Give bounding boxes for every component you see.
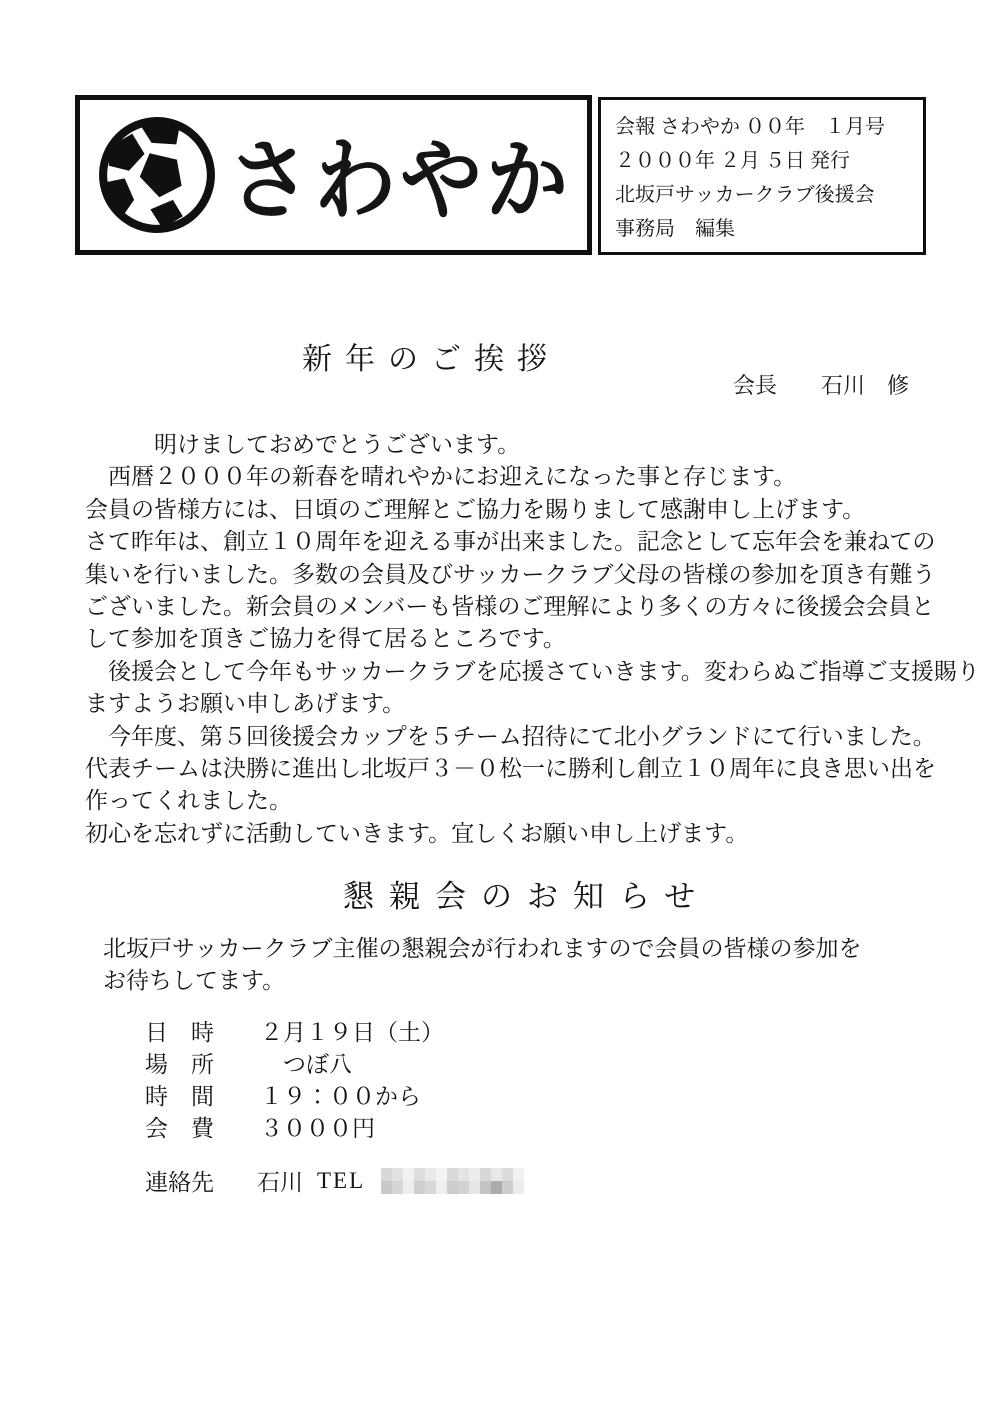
detail-value: ３０００円 [260, 1116, 375, 1141]
publisher-line: 北坂戸サッカークラブ後援会 [615, 184, 875, 206]
contact-tel-label: TEL [317, 1167, 366, 1193]
editor-line: 事務局 編集 [615, 218, 735, 240]
notice-intro [103, 933, 862, 998]
greeting-line: 作ってくれました。 [85, 788, 292, 814]
detail-label: 時 間 [145, 1084, 214, 1109]
issue-line: 会報 さわやか ００年 １月号 [615, 116, 885, 138]
greeting-line: して参加を頂きご協力を得て居るところです。 [85, 626, 566, 652]
greeting-line: 集いを行いました。多数の会員及びサッカークラブ父母の皆様の参加を頂き有難う [85, 561, 936, 587]
detail-row-time [145, 1081, 444, 1113]
greeting-author: 会長 石川 修 [733, 373, 910, 398]
detail-label: 会 費 [145, 1116, 214, 1141]
greeting-section-title: 新年のご挨拶 [302, 343, 560, 376]
issue-info-box [598, 97, 926, 255]
greeting-line: 西暦２０００年の新春を晴れやかにお迎えになった事と存じます。 [85, 464, 797, 490]
notice-intro-line: お待ちしてます。 [103, 968, 286, 994]
detail-value: ２月１９日（土） [260, 1020, 444, 1045]
newsletter-logo-title: さわやか [228, 131, 573, 230]
detail-row-date [145, 1017, 444, 1049]
masthead [75, 95, 926, 255]
greeting-line: 今年度、第５回後援会カップを５チーム招待にて北小グランドにて行いました。 [85, 723, 936, 749]
phone-redaction [381, 1168, 524, 1194]
contact-name: 石川 [257, 1170, 303, 1195]
greeting-line: さて昨年は、創立１０周年を迎える事が出来ました。記念として忘年会を兼ねての [85, 529, 936, 555]
soccer-ball-icon [90, 108, 224, 242]
notice-section-title: 懇親会のお知らせ [343, 879, 711, 914]
greeting-body [85, 429, 980, 850]
detail-value: つぼ八 [260, 1052, 352, 1077]
greeting-line: 代表チームは決勝に進出し北坂戸３－０松一に勝利し創立１０周年に良き思い出を [85, 756, 936, 782]
detail-row-place [145, 1049, 444, 1081]
greeting-line: ございました。新会員のメンバーも皆様のご理解により多くの方々に後援会会員と [85, 594, 935, 620]
notice-intro-line: 北坂戸サッカークラブ主催の懇親会が行われますので会員の皆様の参加を [103, 936, 862, 961]
publish-date-line: ２０００年 ２月 ５日 発行 [615, 150, 850, 172]
logo-box [75, 95, 592, 255]
notice-details [145, 1017, 444, 1145]
greeting-line: ますようお願い申しあげます。 [85, 691, 406, 717]
detail-row-fee [145, 1113, 444, 1145]
contact-row [145, 1164, 524, 1197]
contact-label: 連絡先 [145, 1170, 214, 1195]
detail-label: 場 所 [145, 1052, 214, 1077]
greeting-line: 初心を忘れずに活動していきます。宜しくお願い申し上げます。 [85, 820, 749, 846]
greeting-line: 後援会として今年もサッカークラブを応援さていきます。変わらぬご指導ご支援賜り [85, 658, 980, 684]
greeting-line: 会員の皆様方には、日頃のご理解とご協力を賜りまして感謝申し上げます。 [85, 496, 866, 522]
greeting-line: 明けましておめでとうございます。 [85, 432, 521, 457]
detail-value: １９：００から [260, 1084, 421, 1109]
detail-label: 日 時 [145, 1020, 214, 1045]
